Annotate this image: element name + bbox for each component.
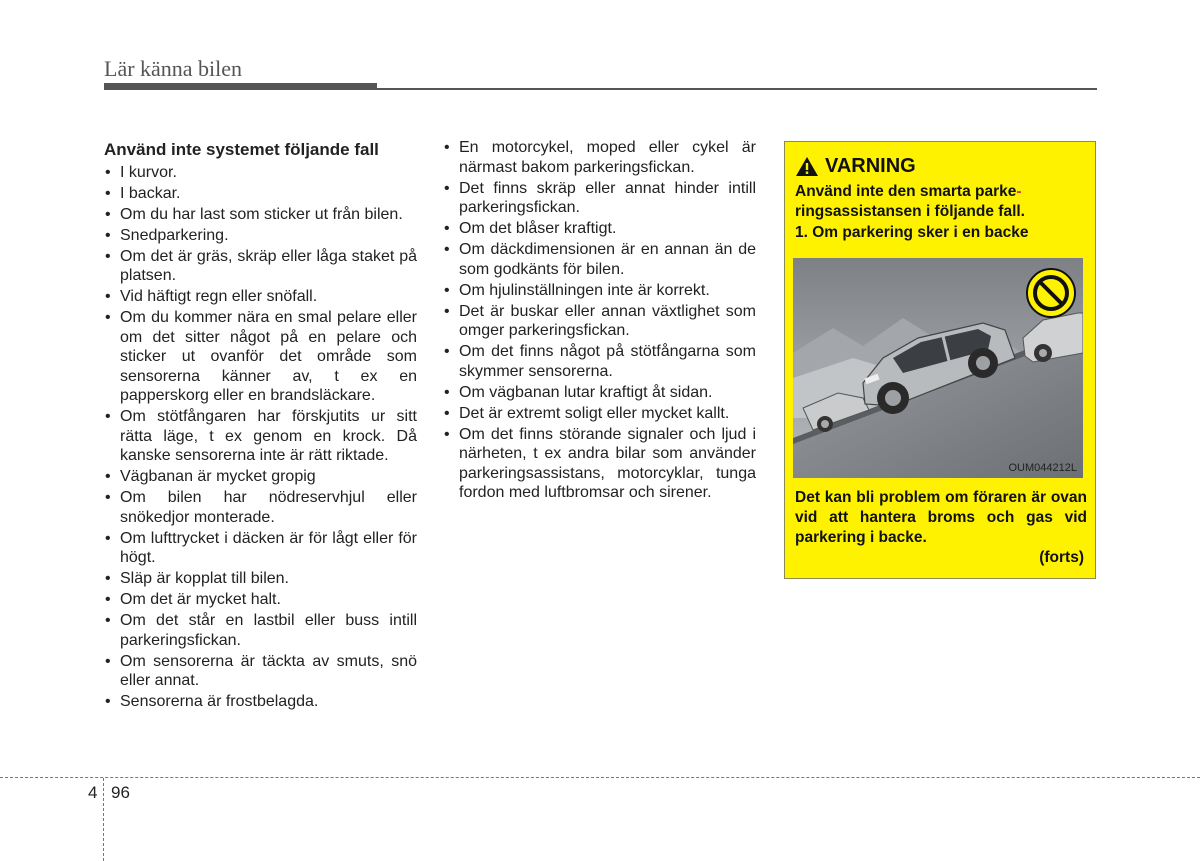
- list-item: • Om det finns störande signaler och ljud i närheten, t ex andra bilar som använder parkeringsassistans, motorcyklar, tunga fordon med luftbromsar och sirener.: [443, 425, 756, 503]
- list-item: • Om bilen har nödreservhjul eller snökedjor monterade.: [104, 488, 417, 527]
- list-item: • Om sensorerna är täckta av smuts, snö eller annat.: [104, 652, 417, 691]
- list-item: • Vid häftigt regn eller snöfall.: [104, 287, 417, 307]
- section-heading: Använd inte systemet följande fall: [104, 140, 379, 159]
- footer-vertical-rule: [103, 778, 104, 861]
- chapter-number: 4: [88, 783, 98, 802]
- warning-header: [795, 155, 916, 178]
- list-item: • Det är buskar eller annan växtlighet som omger parkeringsfickan.: [443, 302, 756, 341]
- page-number: 96: [111, 783, 130, 802]
- left-bullet-list: [104, 163, 417, 712]
- list-item: • Om lufttrycket i däcken är för lågt eller för högt.: [104, 529, 417, 568]
- warning-intro-part1: Använd inte den smarta parke: [795, 183, 1017, 200]
- page-header-title: Lär känna bilen: [104, 56, 243, 81]
- list-item: • I kurvor.: [104, 163, 417, 183]
- footer-rule: [0, 777, 1200, 778]
- list-item: • Det finns skräp eller annat hinder intill parkeringsfickan.: [443, 179, 756, 218]
- image-code: OUM044212L: [1008, 462, 1077, 474]
- warning-bottom-text: Det kan bli problem om föraren är ovan vid att hantera broms och gas vid parkering i backe.: [795, 489, 1087, 546]
- warning-item: 1. Om parkering sker i en backe: [795, 224, 1029, 241]
- warning-intro: [795, 182, 1087, 222]
- list-item: • Vägbanan är mycket gropig: [104, 467, 417, 487]
- warning-box: [784, 141, 1096, 579]
- list-item: • Det är extremt soligt eller mycket kallt.: [443, 404, 756, 424]
- list-item: • Om det är gräs, skräp eller låga staket på platsen.: [104, 247, 417, 286]
- slope-parking-illustration: [793, 258, 1083, 478]
- prohibited-sign-icon: [1027, 269, 1075, 317]
- list-item: • Om hjulinställningen inte är korrekt.: [443, 281, 756, 301]
- list-item: • Om vägbanan lutar kraftigt åt sidan.: [443, 383, 756, 403]
- middle-bullet-list: [443, 138, 756, 503]
- list-item: • Om du kommer nära en smal pelare eller om det sitter något på en pelare och sticker ut ovanför det område som sensorerna känner av, t ex en papperskorg eller en brandsläckare.: [104, 308, 417, 406]
- list-item: • Snedparkering.: [104, 226, 417, 246]
- list-item: • Om det finns något på stötfångarna som skymmer sensorerna.: [443, 342, 756, 381]
- warning-title: VARNING: [825, 155, 916, 177]
- list-item: • I backar.: [104, 184, 417, 204]
- list-item: • Om det står en lastbil eller buss intill parkeringsfickan.: [104, 611, 417, 650]
- list-item: • Om stötfångaren har förskjutits ur sitt rätta läge, t ex genom en krock. Då kanske sensorerna inte är rätt riktade.: [104, 407, 417, 466]
- continued-label: (forts): [1039, 549, 1084, 566]
- warning-triangle-icon: [795, 156, 819, 177]
- list-item: • Släp är kopplat till bilen.: [104, 569, 417, 589]
- hyphen-mark: -: [1016, 183, 1022, 200]
- middle-column: [443, 138, 756, 504]
- warning-intro-part2: ringsassistansen i följande fall.: [795, 203, 1025, 220]
- list-item: • Om du har last som sticker ut från bilen.: [104, 205, 417, 225]
- left-column: [104, 140, 417, 713]
- list-item: • Sensorerna är frostbelagda.: [104, 692, 417, 712]
- list-item: • Om däckdimensionen är en annan än de som godkänts för bilen.: [443, 240, 756, 279]
- list-item: • Om det blåser kraftigt.: [443, 219, 756, 239]
- header-rule-accent: [104, 83, 377, 90]
- list-item: • En motorcykel, moped eller cykel är närmast bakom parkeringsfickan.: [443, 138, 756, 177]
- list-item: • Om det är mycket halt.: [104, 590, 417, 610]
